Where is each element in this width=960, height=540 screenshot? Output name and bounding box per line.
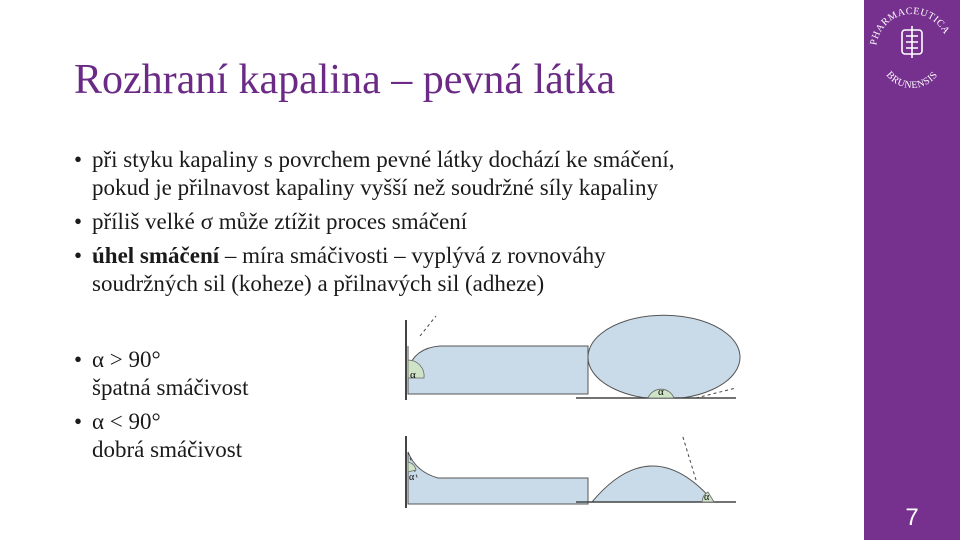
bullet-wetting-line2: pokud je přilnavost kapaliny vyšší než soudržné síly kapaliny [92,175,658,200]
angle-label: α [658,386,664,398]
wall-poor-wetting-diagram [406,316,588,400]
bullet-wetting-line1: při styku kapaliny s povrchem pevné látky dochází ke smáčení, [92,147,675,172]
logo-emblem-icon [902,26,922,58]
wall-good-wetting-diagram [406,436,588,508]
bullet-dot: • [74,243,83,268]
svg-text:PHARMACEUTICA [868,6,951,46]
faculty-logo [866,6,958,88]
bullet-poor-wetting [74,346,314,402]
poor-wetting-label: špatná smáčivost [92,375,249,400]
bullet-dot: • [74,409,83,434]
drop-poor-wetting-diagram [576,315,740,398]
bullet-dot: • [74,347,83,372]
drop-good-wetting-diagram [576,434,736,503]
angle-label: α [410,369,416,381]
page-number: 7 [905,504,919,531]
bullet-sigma-text: příliš velké σ může ztížit proces smáčení [92,209,468,234]
bullet-good-wetting [74,408,314,464]
poor-wetting-angle: α > 90° [92,347,161,372]
contact-angle-figure [396,312,742,510]
bullet-dot: • [74,147,83,172]
svg-text:BRUNENSIS [884,70,940,88]
contact-angle-line2: soudržných sil (koheze) a přilnavých sil (adheze) [92,271,545,296]
contact-angle-rest: – míra smáčivosti – vyplývá z rovnováhy [219,243,606,268]
bullet-dot: • [74,209,83,234]
good-wetting-label: dobrá smáčivost [92,437,243,462]
logo-top-text: PHARMACEUTICA [868,6,952,47]
contact-angle-term: úhel smáčení [92,243,220,268]
slide-title: Rozhraní kapalina – pevná látka [74,57,616,103]
bullet-contact-angle [74,242,834,298]
bullet-list [74,146,834,304]
angle-bullet-list [74,346,314,470]
angle-label: α [704,492,710,503]
good-wetting-angle: α < 90° [92,409,161,434]
bullet-sigma [74,208,834,236]
logo-bottom-text: BRUNENSIS [883,69,941,88]
bullet-wetting [74,146,834,202]
angle-label: α [409,472,415,483]
